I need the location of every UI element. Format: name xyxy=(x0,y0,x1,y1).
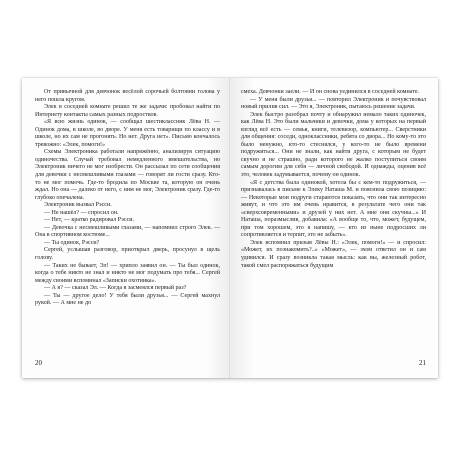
paragraph: — У меня были друзья... — повторил Электроник и почувствовал новый прилив сил. — Это я, Электроник, пытаюсь решение задачи. xyxy=(241,96,426,111)
left-page-text xyxy=(35,89,220,308)
paragraph: — А я? — сказал Эл. — Когда я засмеялся первый раз? xyxy=(44,285,187,292)
book-spread xyxy=(22,78,438,378)
paragraph: — Нет, — кратко радировал Рэсси. xyxy=(44,217,135,224)
paragraph: Элек вспомнил призыв Лёвы Н.: «Элек, помоги!» — и спросил: «Может, их познакомить?..» «Может», — эхом ответил он и сам удивился. И сразу возникла такая мысль: как вы, железный робот, такой смел распоряжаться будущим xyxy=(241,239,426,269)
right-page-text xyxy=(241,89,426,270)
paragraph: «Я с детства была одинокой, хотела бы с кем-то подружиться, — признавалась в письме к Элеку Наташа М. и пояснила свою позицию: — Некоторые мои подруги стараются показать, что они так интересно живут, и что это им очень нравится, в результате чего они так «сверхсовременными» и друзей у них нет. А мне они скучны...» И Наташа, поразмыслив, добавила: «А вообще то, что, может, будущем, при том хорошем, это я напишу, — кто из ныне подросших ли сопротивляется и терпит, это не забыть». xyxy=(241,179,426,239)
paragraph: — Ты одинок, Рэсси? xyxy=(44,239,100,246)
paragraph: смеха. Девчонки заели. — И он снова уединился в соседней комнате. xyxy=(241,89,420,95)
right-page xyxy=(230,78,438,378)
paragraph: — Таких не бывает, Эл! — хрипло заявил он. — Ты был одинок, когда о тебе никто не знал и никто не мог подумать про тебя... Сергей между своими вспоминал «Записки охотника». xyxy=(35,262,220,284)
page-number-left: 20 xyxy=(35,359,42,367)
paragraph: — Не нашёл? — спросил он. xyxy=(44,209,119,216)
paragraph: «Я всю жизнь одинок, — сообщал шестиклассник Лёва Н. — Одинок дома, в школе, во дворе. У меня есть товарищи по классу и в школе, но их сам не прогонять. Но нет. Друга нет». Письмо кончалось тревожно: «Элек, помоги!» xyxy=(35,119,220,148)
paragraph: — Ты — другое дело! У тебя были друзья... — Сергей махнул рукой. — А мне не до xyxy=(35,292,220,307)
left-page xyxy=(22,78,230,378)
page-number-right: 21 xyxy=(419,359,426,367)
paragraph: От привычной для девчонок весёлой сорочьей болтовни голова у него пошла кругом. xyxy=(35,89,220,103)
paragraph: Сергей, услышав разговор, приоткрыл дверь, просунул в щель голову. xyxy=(35,247,220,262)
paragraph: Элек в соседней комнате решил те же задачи: пробовал найти по Интернету контакты самых разных подростков. xyxy=(35,104,220,118)
paragraph: Электроник вызвал Рэсси. xyxy=(44,202,112,209)
paragraph: Схемы Электроника работали напряжённо, анализируя ситуацию одиночества. Случай требовал немедленного вмешательства, но Электроник ничего не мог изобрести. Он рассылал по сети сообщения для девочки с несмешливыми глазами — говорят ли гости сразу. Кто-то не мог помочь. Где-то бродила по Москве та, которую он очень ждал. Но она — далеко от него, с ним не мог, Электроник сразу. Где-то глубоко опечалена. xyxy=(35,149,220,201)
paragraph: Элек быстро разобрал почту и обнаружил немало таких одиночек, как Лёва Н. Это были мальчики и девочки, дома у которых на первый взгляд всё есть — семья, книги, телевизор, компьютер... Сверстники для общения: соседи, одноклассники, ребята со двора... Но кому-то это было ненужно, кто-то стеснялся, у кого-то не было времени подружиться... Они не знали, как найти друга, с которым не будет скучно и не страшно, ради которого не жалко поступиться своим самым дорогим для себя — личной свободой. И однажды, оценив всё это, человек задумывается, почему он одинок. xyxy=(241,111,426,179)
paragraph: — Девочка с несмешливыми глазами, — напомнил строго Элек. — Она в спортивном костюме... xyxy=(35,224,220,239)
